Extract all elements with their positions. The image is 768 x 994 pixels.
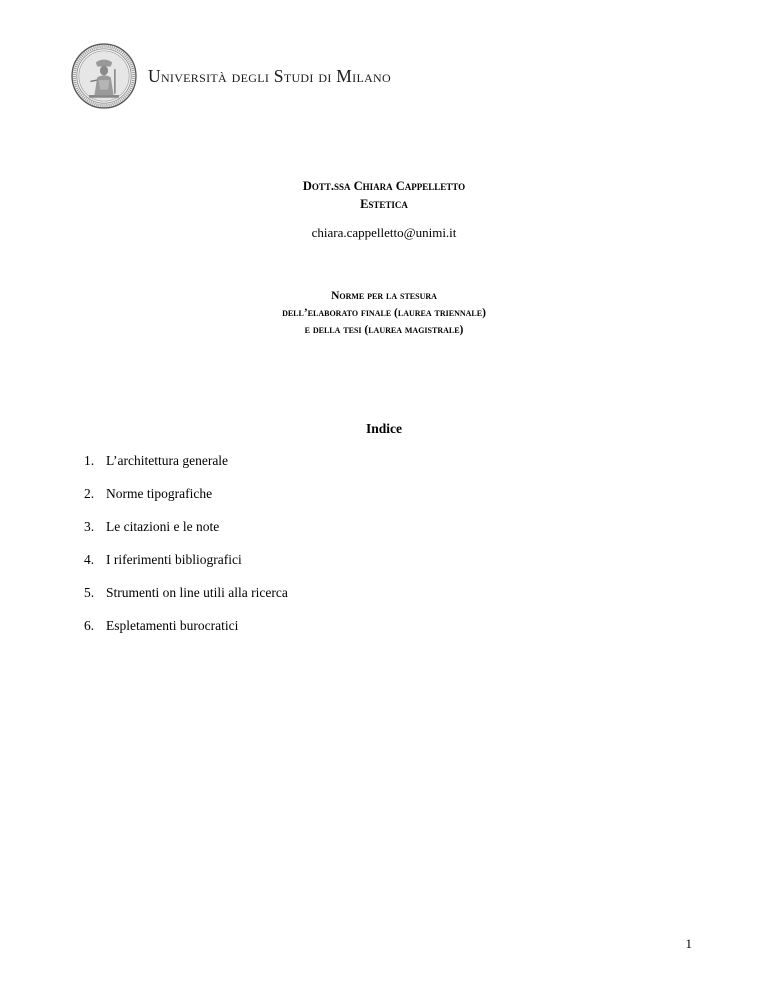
university-name: Università degli Studi di Milano	[148, 65, 391, 86]
title-line-2: dell’elaborato finale (laurea triennale)	[282, 307, 486, 319]
toc-item	[84, 485, 288, 518]
course-subject: Estetica	[360, 197, 408, 211]
toc-item-label: Strumenti on line utili alla ricerca	[106, 585, 288, 600]
author-name: Dott.ssa Chiara Cappelletto	[302, 179, 466, 193]
toc-item-label: L’architettura generale	[106, 453, 229, 468]
toc-item-number: 6.	[84, 618, 95, 633]
toc-item-number: 3.	[84, 519, 95, 534]
toc-item	[84, 452, 288, 485]
title-line-3: e della tesi (laurea magistrale)	[304, 324, 464, 336]
title-line-1: Norme per la stesura	[331, 290, 437, 302]
document-title	[0, 288, 768, 339]
toc-item-number: 2.	[84, 486, 95, 501]
toc-item-label: I riferimenti bibliografici	[106, 552, 242, 567]
toc-heading: Indice	[365, 421, 402, 436]
university-seal-icon	[70, 42, 138, 110]
toc-item-label: Le citazioni e le note	[106, 519, 220, 534]
toc-item	[84, 518, 288, 551]
author-block	[0, 177, 768, 213]
toc-item-number: 5.	[84, 585, 95, 600]
toc-item-number: 4.	[84, 552, 95, 567]
toc-item	[84, 584, 288, 617]
page-number: 1	[685, 936, 692, 951]
toc-item	[84, 617, 288, 650]
toc-item	[84, 551, 288, 584]
toc-item-label: Espletamenti burocratici	[106, 618, 239, 633]
author-email: chiara.cappelletto@unimi.it	[311, 225, 457, 240]
table-of-contents	[84, 452, 288, 650]
toc-item-number: 1.	[84, 453, 95, 468]
toc-item-label: Norme tipografiche	[106, 486, 213, 501]
page-header	[70, 40, 391, 112]
